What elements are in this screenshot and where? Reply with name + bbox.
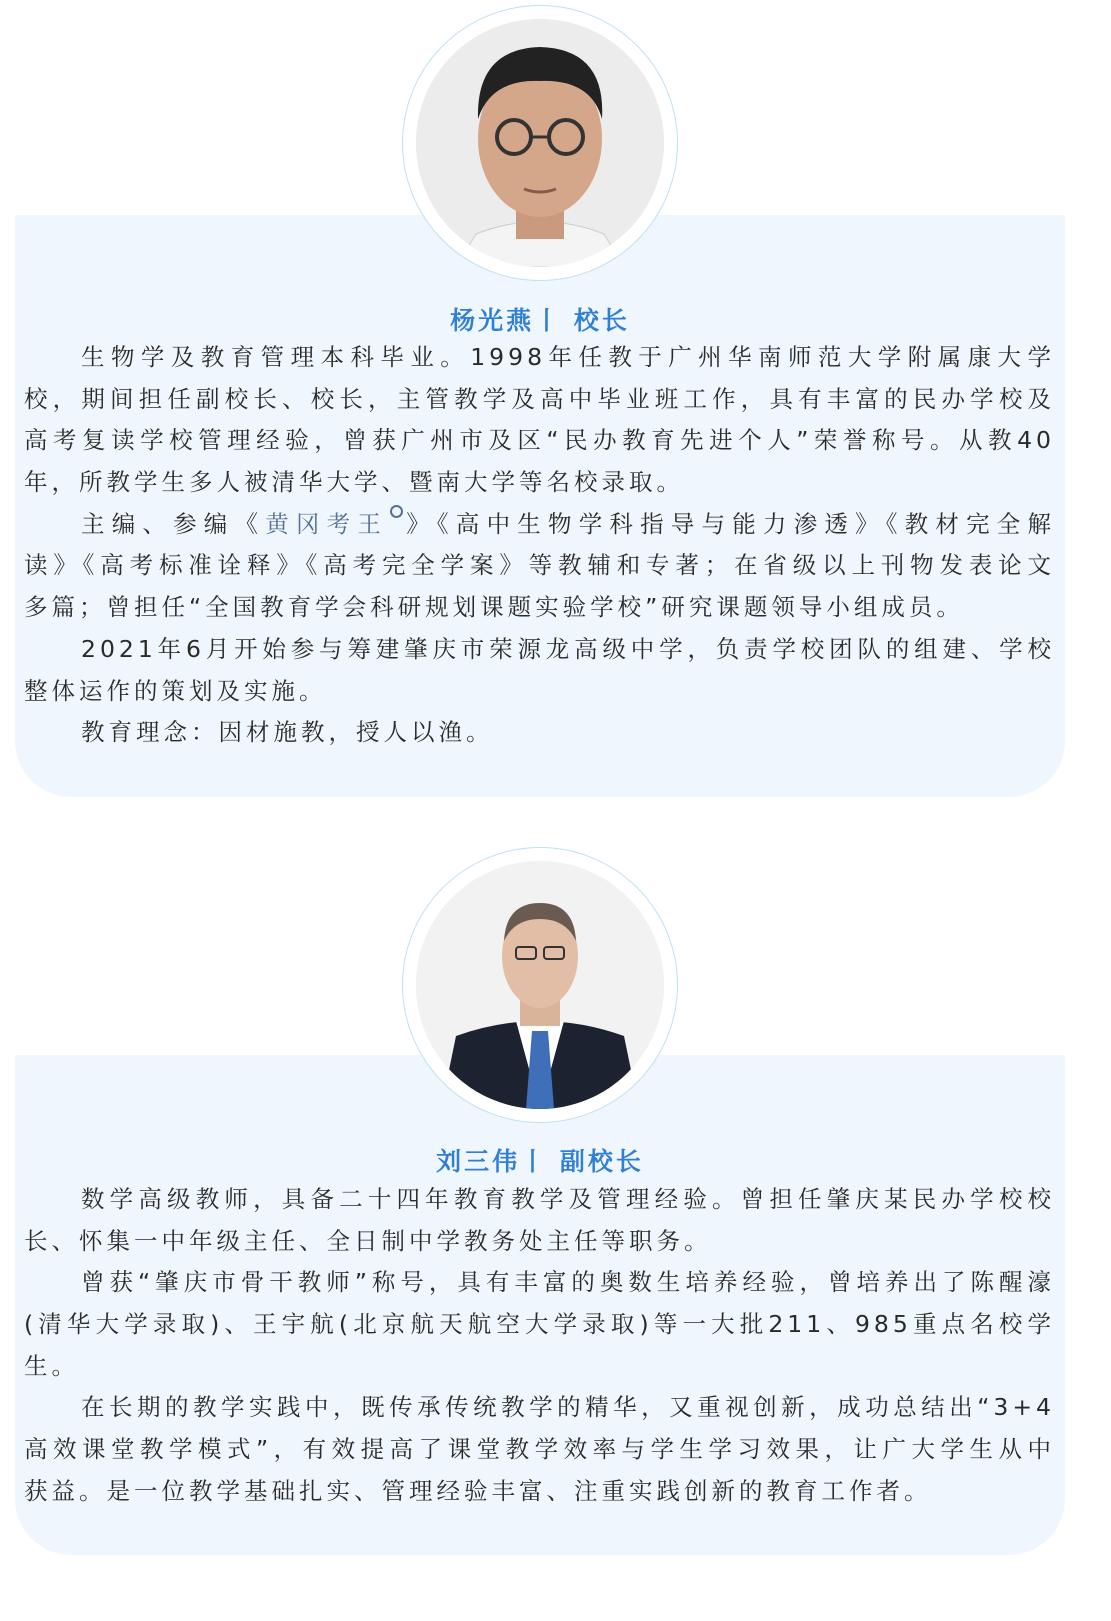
profile-bio bbox=[24, 1179, 1055, 1513]
profile-bio bbox=[24, 337, 1055, 754]
profile-name: 刘三伟丨 副校长 bbox=[436, 1147, 644, 1176]
book-link-text[interactable]: 黄冈考王 bbox=[265, 509, 389, 538]
portrait-image bbox=[416, 861, 664, 1109]
bio-line: 高效课堂教学模式”，有效提高了课堂教学效率与学生学习效果，让广大学生从中 bbox=[24, 1435, 1055, 1464]
portrait-image bbox=[416, 19, 664, 267]
bio-line: 曾获“肇庆市骨干教师”称号，具有丰富的奥数生培养经验，曾培养出了陈醒濠 bbox=[81, 1268, 1055, 1297]
bio-text: 》《高中生物学科指导与能力渗透》《教材完全解 bbox=[403, 509, 1055, 538]
bio-line: 年，所教学生多人被清华大学、暨南大学等名校录取。 bbox=[24, 468, 684, 497]
bio-line: 生。 bbox=[24, 1351, 79, 1380]
bio-line: 获益。是一位教学基础扎实、管理经验丰富、注重实践创新的教育工作者。 bbox=[24, 1476, 932, 1505]
bio-line: 整体运作的策划及实施。 bbox=[24, 676, 327, 705]
bio-line: 教育理念：因材施教，授人以渔。 bbox=[81, 718, 494, 747]
avatar-vice-principal bbox=[402, 847, 678, 1123]
bio-line: 校，期间担任副校长、校长，主管教学及高中毕业班工作，具有丰富的民办学校及 bbox=[24, 384, 1055, 413]
bio-line: 读》《高考标准诠释》《高考完全学案》等教辅和专著；在省级以上刊物发表论文 bbox=[24, 551, 1055, 580]
bio-line: 多篇；曾担任“全国教育学会科研规划课题实验学校”研究课题领导小组成员。 bbox=[24, 593, 964, 622]
bio-line: 长、怀集一中年级主任、全日制中学教务处主任等职务。 bbox=[24, 1226, 712, 1255]
search-icon[interactable] bbox=[390, 505, 403, 518]
bio-line: 生物学及教育管理本科毕业。1998年任教于广州华南师范大学附属康大学 bbox=[81, 343, 1055, 371]
profile-name: 杨光燕丨 校长 bbox=[450, 306, 630, 335]
avatar-principal bbox=[402, 5, 678, 281]
bio-line: 数学高级教师，具备二十四年教育教学及管理经验。曾担任肇庆某民办学校校 bbox=[81, 1185, 1055, 1213]
bio-line: 2021年6月开始参与筹建肇庆市荣源龙高级中学，负责学校团队的组建、学校 bbox=[81, 634, 1055, 663]
bio-line: 高考复读学校管理经验，曾获广州市及区“民办教育先进个人”荣誉称号。从教40 bbox=[24, 426, 1055, 455]
bio-line: 在长期的教学实践中，既传承传统教学的精华，又重视创新，成功总结出“3+4 bbox=[81, 1393, 1055, 1422]
bio-text: 主编、参编《 bbox=[81, 509, 266, 538]
bio-line bbox=[24, 504, 1055, 546]
bio-line: (清华大学录取)、王宇航(北京航天航空大学录取)等一大批211、985重点名校学 bbox=[24, 1310, 1055, 1339]
book-link[interactable] bbox=[265, 510, 403, 538]
